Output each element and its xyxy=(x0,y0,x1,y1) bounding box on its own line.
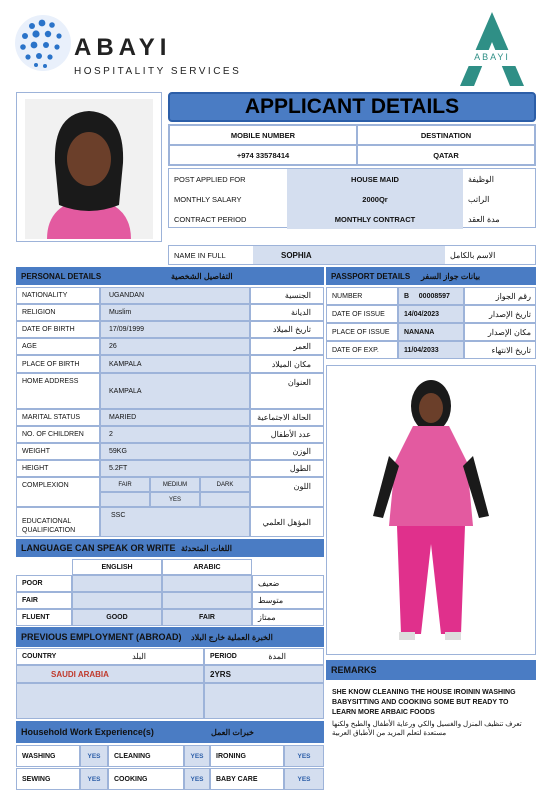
salary-value: 2000Qr xyxy=(287,189,463,209)
fair-label: FAIR xyxy=(16,592,72,609)
contract-label-ar: مدة العقد xyxy=(468,214,500,224)
post-label-ar: الوظيفة xyxy=(468,174,494,184)
poor-english xyxy=(72,575,162,592)
period-empty-row xyxy=(204,683,324,719)
personal-row-label-ar: الديانة xyxy=(250,304,324,321)
complexion-dark: DARK xyxy=(200,477,250,492)
passport-row-value: NANANA xyxy=(398,323,464,341)
mobile-value: +974 33578414 xyxy=(169,145,357,165)
salary-label: MONTHLY SALARY xyxy=(174,194,242,204)
passport-title-ar: بيانات جواز السفر xyxy=(421,271,481,281)
personal-row-label: NATIONALITY xyxy=(16,287,100,304)
personal-row-value: Muslim xyxy=(100,304,250,321)
passport-row-label: DATE OF EXP. xyxy=(326,341,398,359)
full-body-photo xyxy=(326,365,536,655)
employment-title-ar: الخبرة العملية خارج البلاد xyxy=(191,632,273,642)
logo xyxy=(12,8,262,80)
personal-row-label-ar: تاريخ الميلاد xyxy=(250,321,324,338)
education-value: SSC xyxy=(100,507,250,537)
personal-row-value: MARIED xyxy=(100,409,250,426)
personal-row-label-ar: عدد الأطفال xyxy=(250,426,324,443)
personal-row-label: WEIGHT xyxy=(16,443,100,460)
country-label: COUNTRY xyxy=(16,648,204,665)
country-empty-row xyxy=(16,683,204,719)
household-item-value: YES xyxy=(284,768,324,790)
name-value: SOPHIA xyxy=(253,246,445,264)
personal-row-label-ar: العنوان xyxy=(250,373,324,409)
destination-value: QATAR xyxy=(357,145,535,165)
fluent-label-ar: ممتاز xyxy=(252,609,324,626)
personal-row-value: 17/09/1999 xyxy=(100,321,250,338)
fair-arabic xyxy=(162,592,252,609)
contact-table xyxy=(168,124,536,166)
passport-row-label-ar: رقم الجواز xyxy=(464,287,536,305)
fluent-label: FLUENT xyxy=(16,609,72,626)
personal-details-section xyxy=(16,267,324,537)
personal-row-value: UGANDAN xyxy=(100,287,250,304)
country-value: SAUDI ARABIA xyxy=(16,665,204,683)
passport-row-label: PLACE OF ISSUE xyxy=(326,323,398,341)
logo-right-text: ABAYI xyxy=(474,52,510,62)
personal-row-label: PLACE OF BIRTH xyxy=(16,355,100,373)
personal-row-label: AGE xyxy=(16,338,100,355)
personal-details-title-ar: التفاصيل الشخصية xyxy=(171,271,233,281)
complexion-fair: FAIR xyxy=(100,477,150,492)
contract-value: MONTHLY CONTRACT xyxy=(287,209,463,229)
name-label-ar: الاسم بالكامل xyxy=(450,250,496,260)
household-item-label: SEWING xyxy=(16,768,80,790)
post-table xyxy=(168,168,536,228)
personal-row-label-ar: الجنسية xyxy=(250,287,324,304)
household-item-label: WASHING xyxy=(16,745,80,767)
complexion-dark-mark xyxy=(200,492,250,507)
employment-section xyxy=(16,627,324,719)
globe-icon xyxy=(12,12,74,74)
fair-label-ar: متوسط xyxy=(252,592,324,609)
passport-row-label: NUMBER xyxy=(326,287,398,305)
household-item-label: COOKING xyxy=(108,768,184,790)
household-title: Household Work Experience(s) xyxy=(16,721,324,743)
post-value: HOUSE MAID xyxy=(287,169,463,189)
remarks-text: SHE KNOW CLEANING THE HOUSE IROININ WASHING BABYSITTING AND COOKING SOME BUT READY TO LEARN MORE ARBAIC FOODS xyxy=(332,689,516,716)
mobile-label: MOBILE NUMBER xyxy=(169,125,357,145)
household-item-value: YES xyxy=(284,745,324,767)
passport-row-label: DATE OF ISSUE xyxy=(326,305,398,323)
personal-row-value: 5.2FT xyxy=(100,460,250,477)
english-header: ENGLISH xyxy=(72,559,162,575)
personal-row-label-ar: الحالة الاجتماعية xyxy=(250,409,324,426)
passport-row-label-ar: تاريخ الإصدار xyxy=(464,305,536,323)
complexion-medium: MEDIUM xyxy=(150,477,200,492)
complexion-label: COMPLEXION xyxy=(16,477,100,507)
period-label: PERIOD xyxy=(204,648,324,665)
contract-label: CONTRACT PERIOD xyxy=(174,214,247,224)
personal-row-value: 26 xyxy=(100,338,250,355)
household-item-value: YES xyxy=(184,745,210,767)
personal-row-label: NO. OF CHILDREN xyxy=(16,426,100,443)
post-label: POST APPLIED FOR xyxy=(174,174,246,184)
passport-row-label-ar: تاريخ الانتهاء xyxy=(464,341,536,359)
language-title: LANGUAGE CAN SPEAK OR WRITE xyxy=(16,539,324,557)
fair-english xyxy=(72,592,162,609)
complexion-label-ar: اللون xyxy=(250,477,324,507)
name-label: NAME IN FULL xyxy=(174,250,226,260)
household-item-label: BABY CARE xyxy=(210,768,284,790)
passport-row-label-ar: مكان الإصدار xyxy=(464,323,536,341)
poor-label: POOR xyxy=(16,575,72,592)
arabic-level: FAIR xyxy=(162,609,252,626)
personal-row-label-ar: الوزن xyxy=(250,443,324,460)
letter-a-logo-icon xyxy=(452,10,532,88)
personal-details-title: PERSONAL DETAILS xyxy=(16,267,324,285)
passport-row-value: B 00008597 xyxy=(398,287,464,305)
language-section xyxy=(16,539,324,627)
poor-label-ar: ضعيف xyxy=(252,575,324,592)
personal-row-label-ar: العمر xyxy=(250,338,324,355)
passport-title: PASSPORT DETAILS xyxy=(326,267,536,285)
portrait-photo xyxy=(16,92,162,242)
remarks-section xyxy=(326,660,536,750)
page-title: APPLICANT DETAILS xyxy=(168,92,536,122)
remarks-text-ar: تعرف تنظيف المنزل والغسيل والكي ورعاية الأطفال والطبخ ولكنها مستعدة لتعلم المزيد من الأطباق العربية xyxy=(332,721,522,737)
personal-row-value: KAMPALA xyxy=(100,373,250,409)
household-item-value: YES xyxy=(80,768,108,790)
name-row xyxy=(168,245,536,265)
personal-row-label-ar: الطول xyxy=(250,460,324,477)
education-label: EDUCATIONAL QUALIFICATION xyxy=(16,507,100,537)
personal-row-value: KAMPALA xyxy=(100,355,250,373)
personal-row-label: MARITAL STATUS xyxy=(16,409,100,426)
poor-arabic xyxy=(162,575,252,592)
period-label-ar: المدة xyxy=(268,652,286,661)
language-title-ar: اللغات المتحدثة xyxy=(181,543,232,553)
household-item-value: YES xyxy=(184,768,210,790)
personal-row-label: RELIGION xyxy=(16,304,100,321)
personal-row-label-ar: مكان الميلاد xyxy=(250,355,324,373)
brand-tagline: HOSPITALITY SERVICES xyxy=(74,66,242,77)
complexion-fair-mark xyxy=(100,492,150,507)
passport-row-value: 11/04/2033 xyxy=(398,341,464,359)
salary-label-ar: الراتب xyxy=(468,194,490,204)
logo-right xyxy=(452,10,532,88)
personal-row-value: 2 xyxy=(100,426,250,443)
personal-row-value: 59KG xyxy=(100,443,250,460)
period-value: 2YRS xyxy=(204,665,324,683)
complexion-medium-mark: YES xyxy=(150,492,200,507)
employment-title: PREVIOUS EMPLOYMENT (ABROAD) xyxy=(16,627,324,647)
brand-name: ABAYI xyxy=(74,34,172,61)
personal-row-label: HOME ADDRESS xyxy=(16,373,100,409)
personal-row-label: DATE OF BIRTH xyxy=(16,321,100,338)
household-item-label: CLEANING xyxy=(108,745,184,767)
education-label-ar: المؤهل العلمي xyxy=(250,507,324,537)
household-section xyxy=(16,721,324,790)
country-label-ar: البلد xyxy=(132,652,146,661)
destination-label: DESTINATION xyxy=(357,125,535,145)
remarks-title: REMARKS xyxy=(326,660,536,680)
english-level: GOOD xyxy=(72,609,162,626)
personal-row-label: HEIGHT xyxy=(16,460,100,477)
household-title-ar: خبرات العمل xyxy=(211,727,254,737)
passport-section xyxy=(326,267,536,361)
household-item-label: IRONING xyxy=(210,745,284,767)
passport-row-value: 14/04/2023 xyxy=(398,305,464,323)
arabic-header: ARABIC xyxy=(162,559,252,575)
household-item-value: YES xyxy=(80,745,108,767)
